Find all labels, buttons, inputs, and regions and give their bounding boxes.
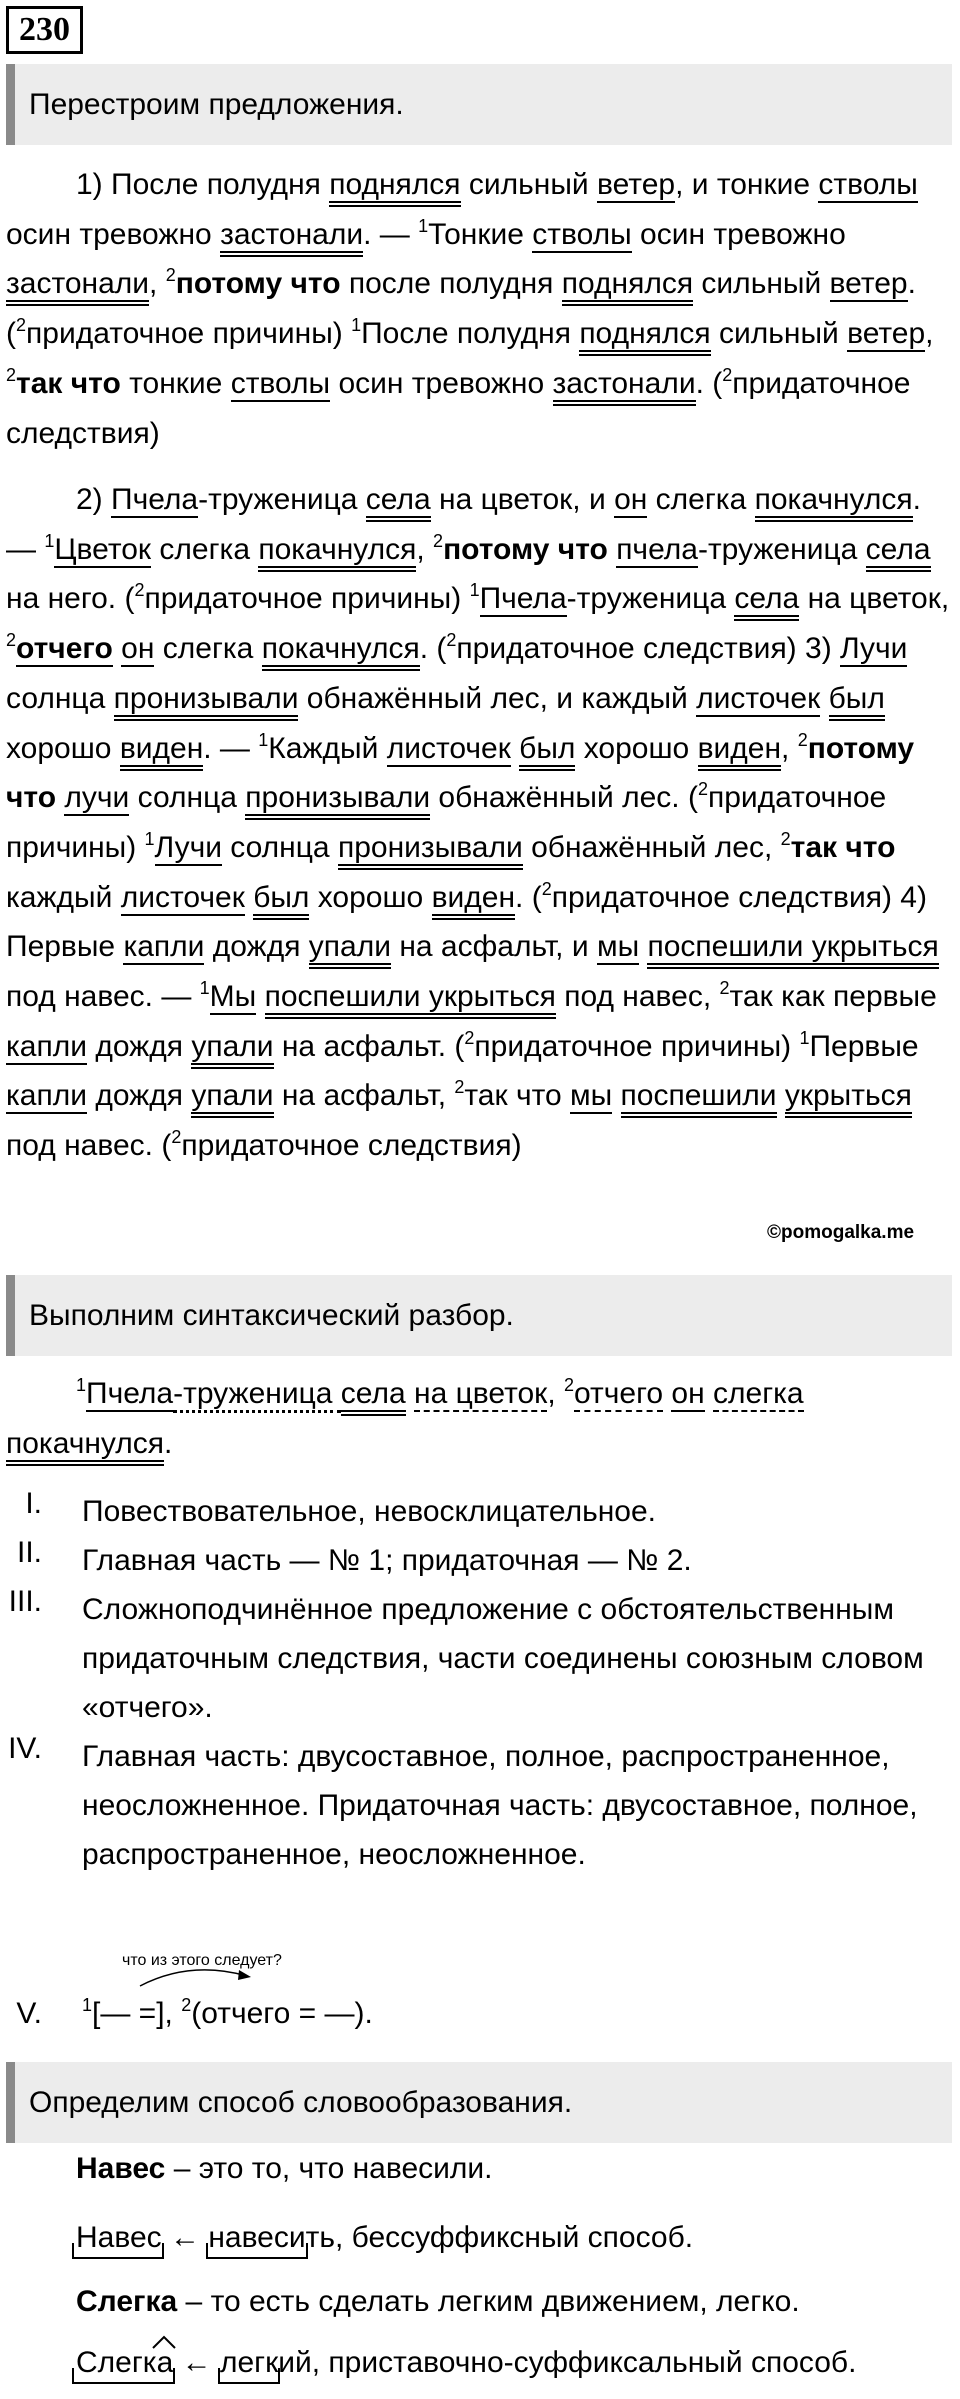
scheme-label: V. [16,1997,42,2030]
analysis-item: III. Сложноподчинённое предложение с обстоятельственным придаточным следствия, части соединены союзным словом «отчего». [8,1585,924,1724]
base-naves: навеси [208,2221,305,2255]
derivation-naves: Навес ← навеси ть, бессуффиксный способ. [76,2221,693,2255]
analysis-item: IV. Главная часть: двусоставное, полное, распространенное, неосложненное. Придаточная часть: двусоставное, полное, распространенное, неосложненное. [8,1732,918,1871]
suffix-mark [151,2334,177,2350]
section-title-parse: Выполним синтаксический разбор. [6,1275,952,1356]
word-naves: Навес [76,2221,162,2255]
derivation-arrow: ← [161,2221,209,2254]
scheme-note: что из этого следует? [122,1952,282,1969]
definition-slegka: Слегка – то есть сделать легким движением, легко. [76,2285,800,2318]
definition-naves: Навес – это то, что навесили. [76,2152,493,2185]
parsed-sentence: $^1$Пчела-труженица села на цветок, $^2$отчего он слегка покачнулся. [6,1369,952,1468]
analysis-item: II. Главная часть — № 1; придаточная — № 2. [16,1536,692,1577]
section-title-rebuild: Перестроим предложения. [6,64,952,145]
exercise-number: 230 [6,6,83,54]
scheme-main: [— =], [92,1997,182,2030]
base-slegka: легк [220,2346,278,2380]
scheme-subordinate: (отчего = —). [191,1997,373,2030]
scheme-arrow [135,1958,260,1988]
derivation-slegka: Слегка ← легк ий, приставочно-суффиксальный способ. [76,2346,856,2380]
word-slegka: Слегка [76,2346,173,2380]
paragraph-2: 2) Пчела-труженица села на цветок, и он слегка покачнулся. — $^1$Цветок слегка покачнулся, $^2$потому что пчела-труженица села на него. ($^2$придаточное причины) $^1$Пчела-труженица села на цветок, $^2$отчего он слегка покачнулся. ($^2$придаточное следствия) 3) Лучи солнца пронизывали обнажённый лес, и каждый листочек был хорошо виден. — $^1$Каждый листочек был хорошо виден, $^2$потому что лучи солнца пронизывали обнажённый лес. ($^2$придаточное причины) $^1$Лучи солнца пронизывали обнажённый лес, $^2$так что каждый листочек был хорошо виден. ($^2$придаточное следствия) 4) Первые капли дождя упали на асфальт, и мы поспешили укрыться под навес. — $^1$Мы поспешили укрыться под навес, $^2$так как первые капли дождя упали на асфальт. ($^2$придаточное причины) $^1$Первые капли дождя упали на асфальт, $^2$так что мы поспешили укрыться под навес. ($^2$придаточное следствия) [6,483,950,1163]
analysis-item: I. Повествовательное, невосклицательное. [25,1487,656,1528]
scheme-row: V. $^1$[— =], $^2$(отчего = —). [6,1997,952,2031]
section-title-wordformation: Определим способ словообразования. [6,2062,952,2143]
analysis-list [6,1487,952,1879]
paragraph-1: 1) После полудня поднялся сильный ветер, и тонкие стволы осин тревожно застонали. — $^1$Тонкие стволы осин тревожно застонали, $^2$потому что после полудня поднялся сильный ветер. ($^2$придаточное причины) $^1$После полудня поднялся сильный ветер, $^2$так что тонкие стволы осин тревожно застонали. ($^2$придаточное следствия) [6,168,934,450]
watermark: ©pomogalka.me [767,1222,915,1243]
